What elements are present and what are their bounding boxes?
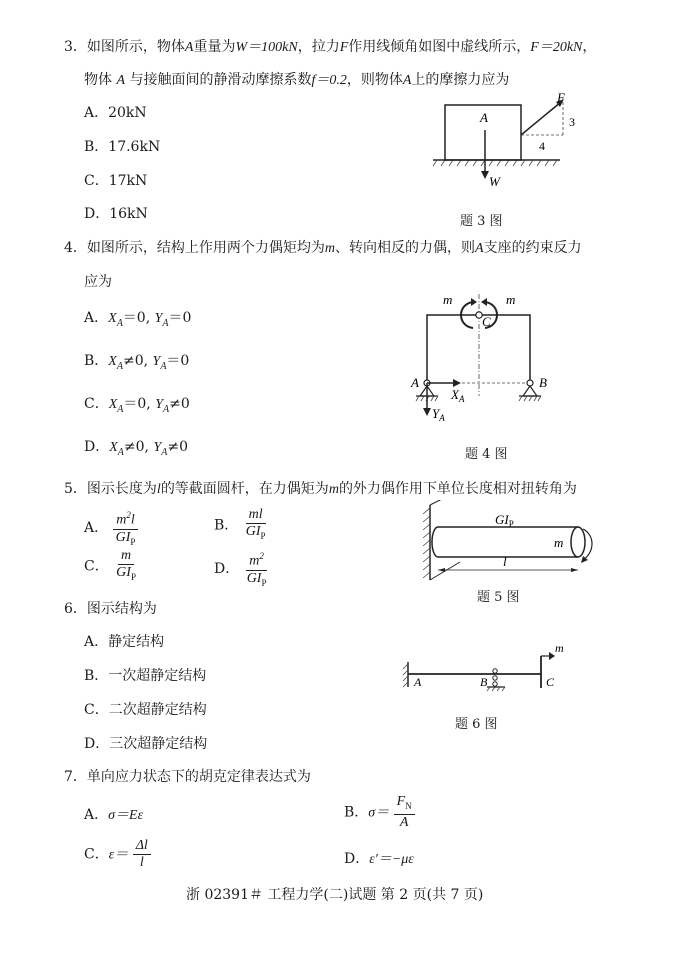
q5-caption: 题 5 图 xyxy=(477,590,520,605)
q4-fig-label-c: C xyxy=(482,314,491,329)
q6-caption: 题 6 图 xyxy=(455,717,498,732)
q6-option-c[interactable]: C．二次超静定结构 xyxy=(84,702,207,718)
q6-fig-label-b: B xyxy=(480,675,488,689)
q3-fig-label-4: 4 xyxy=(539,139,545,153)
q3-option-c[interactable]: C．17kN xyxy=(84,173,148,189)
q4-fig-label-b: B xyxy=(539,375,547,390)
q4-option-a[interactable]: A．$X_A=0$, $Y_A=0$ xyxy=(84,310,192,329)
q6-fig-label-a: A xyxy=(414,675,422,689)
q4-line2: 应为 xyxy=(84,274,112,290)
q3-line2: 物体 A 与接触面间的静滑动摩擦系数f＝0.2，则物体A上的摩擦力应为 xyxy=(84,72,510,88)
q3-fig-label-3: 3 xyxy=(569,115,575,129)
q3-option-a[interactable]: A．20kN xyxy=(84,105,147,121)
q6-option-a[interactable]: A．静定结构 xyxy=(84,634,165,650)
q6-fig-label-c: C xyxy=(546,675,555,689)
q5-option-b[interactable]: B． $\frac{ml}{GI_P}$ xyxy=(214,507,266,541)
q4-fig-label-xa: $X_A$ xyxy=(451,387,465,404)
q4-fig-label-m-left: m xyxy=(443,292,453,307)
q6-fig-label-m: m xyxy=(555,641,564,655)
q4-caption: 题 4 图 xyxy=(465,447,508,462)
q3-option-b[interactable]: B．17.6kN xyxy=(84,139,161,155)
q6-figure xyxy=(398,640,578,700)
q3-fig-label-f: F xyxy=(557,90,565,105)
q5-figure xyxy=(400,500,610,585)
q3-fig-label-w: W xyxy=(489,174,500,189)
q7-option-c[interactable]: C．ε＝ $\frac{\Delta l}{l}$ xyxy=(84,838,151,871)
q3-figure xyxy=(425,88,625,198)
q6-option-b[interactable]: B．一次超静定结构 xyxy=(84,668,207,684)
q4-fig-label-a: A xyxy=(411,375,419,390)
q5-option-d[interactable]: D． $\frac{m^2}{GI_P}$ xyxy=(214,548,269,590)
q5-line: 5．图示长度为l的等截面圆杆，在力偶矩为m的外力偶作用下单位长度相对扭转角为 xyxy=(64,481,577,497)
q4-option-d[interactable]: D．$X_A\ne 0$, $Y_A\ne 0$ xyxy=(84,439,188,458)
q7-option-a[interactable]: A．σ＝Eε xyxy=(84,807,144,823)
q4-option-c[interactable]: C．$X_A=0$, $Y_A\ne 0$ xyxy=(84,396,190,415)
q4-fig-label-ya: $Y_A$ xyxy=(432,406,445,423)
q4-line1: 4．如图所示，结构上作用两个力偶矩均为m、转向相反的力偶，则A支座的约束反力 xyxy=(64,240,582,256)
q7-option-d[interactable]: D．ε′＝−με xyxy=(344,851,414,867)
q4-figure xyxy=(405,288,565,428)
q3-line1: 3．如图所示，物体A重量为W＝100kN，拉力F作用线倾角如图中虚线所示，F＝20kN， xyxy=(64,39,597,55)
q3-caption: 题 3 图 xyxy=(460,214,503,229)
q3-option-d[interactable]: D．16kN xyxy=(84,206,148,222)
q5-fig-label-m: m xyxy=(554,535,564,550)
q7-line: 7．单向应力状态下的胡克定律表达式为 xyxy=(64,769,311,785)
q5-option-a[interactable]: A． $\frac{m^2l}{GI_P}$ xyxy=(84,507,138,549)
q6-option-d[interactable]: D．三次超静定结构 xyxy=(84,736,208,752)
q4-fig-label-m-right: m xyxy=(506,292,516,307)
q6-line: 6．图示结构为 xyxy=(64,601,157,617)
q5-option-c[interactable]: C． $\frac{m}{GI_P}$ xyxy=(84,548,136,582)
q5-fig-label-l: l xyxy=(503,554,507,569)
q4-option-b[interactable]: B．$X_A\ne 0$, $Y_A=0$ xyxy=(84,353,190,372)
q5-fig-label-gip: $GI_P$ xyxy=(495,512,514,529)
page-footer: 浙 02391＃ 工程力学(二)试题 第 2 页(共 7 页) xyxy=(186,887,484,903)
q7-option-b[interactable]: B．σ＝ $\frac{F_N}{A}$ xyxy=(344,794,415,831)
q3-fig-label-a: A xyxy=(480,110,488,125)
